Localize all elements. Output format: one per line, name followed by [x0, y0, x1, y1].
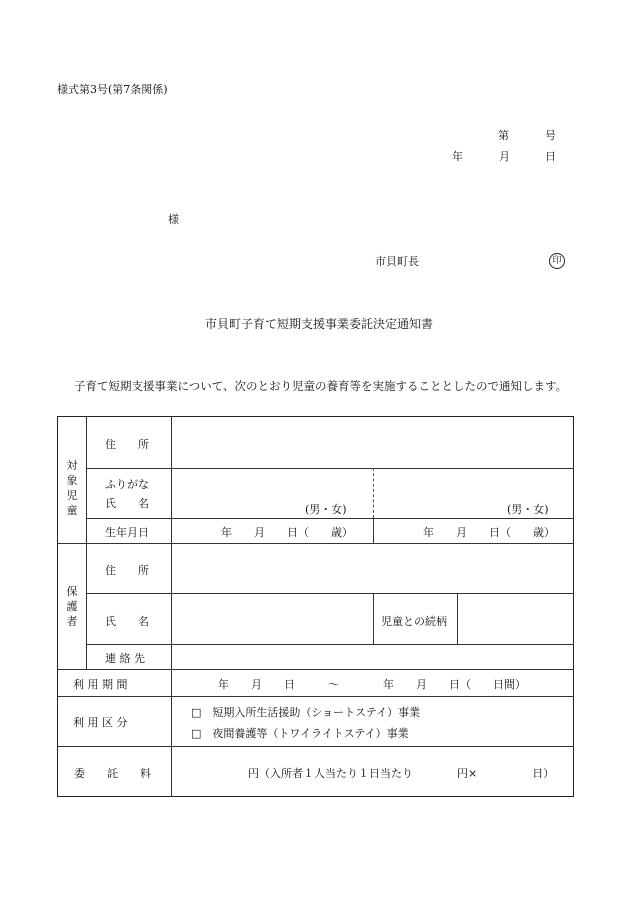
seal-mark: 印 [549, 253, 565, 269]
doc-number-suffix: 号 [545, 129, 556, 142]
addressee-suffix: 様 [168, 213, 179, 226]
child1-gender: (男・女) [305, 503, 347, 516]
section-divider [58, 746, 574, 747]
child-birthdate-label: 生年月日 [105, 526, 149, 539]
fee-template: 円（入所者１人当たり１日当たり 円× 日） [248, 767, 555, 780]
guardian-group-label: 保護者 [66, 585, 78, 628]
contact-label: 連 絡 先 [105, 652, 145, 665]
child-group-label: 対象児童 [66, 459, 78, 517]
issuer-name: 市貝町長 [375, 255, 419, 268]
child2-gender: (男・女) [507, 503, 549, 516]
date-month: 月 [499, 150, 510, 163]
section-divider [58, 669, 574, 670]
category-twilight-stay[interactable]: □ 夜間養護等（トワイライトステイ）事業 [191, 727, 409, 740]
row-divider [86, 593, 574, 594]
child2-birthdate: 年 月 日（ 歳） [423, 526, 555, 539]
label-column-divider [171, 417, 172, 797]
relation-left-divider [373, 593, 374, 644]
row-divider [86, 518, 574, 519]
birthdate-split [373, 518, 374, 543]
relation-label: 児童との続柄 [381, 615, 447, 628]
child-address-label: 住 所 [105, 438, 149, 451]
child1-birthdate: 年 月 日（ 歳） [221, 526, 353, 539]
body-text: 子育て短期支援事業について、次のとおり児童の養育等を実施することとしたので通知します。 [74, 379, 568, 393]
child-name-label: 氏 名 [105, 497, 149, 510]
date-year: 年 [452, 150, 463, 163]
category-short-stay[interactable]: □ 短期入所生活援助（ショートステイ）事業 [191, 706, 421, 719]
guardian-address-label: 住 所 [105, 564, 149, 577]
doc-number-prefix: 第 [498, 129, 509, 142]
child-furigana-label: ふりがな [105, 478, 149, 491]
section-divider [58, 696, 574, 697]
period-label: 利 用 期 間 [73, 678, 128, 691]
group-column-divider [86, 417, 87, 669]
notice-form-table [57, 416, 574, 797]
period-template: 年 月 日 〜 年 月 日（ 日間） [218, 678, 526, 691]
row-divider [86, 468, 574, 469]
relation-right-divider [457, 593, 458, 644]
date-day: 日 [545, 150, 556, 163]
guardian-name-label: 氏 名 [105, 615, 149, 628]
document-title: 市貝町子育て短期支援事業委託決定通知書 [205, 317, 434, 331]
section-divider [58, 543, 574, 544]
name-split-dashed [373, 468, 374, 518]
row-divider [86, 644, 574, 645]
category-label: 利 用 区 分 [73, 716, 128, 729]
form-number: 様式第3号(第7条関係) [57, 83, 168, 96]
fee-label: 委 託 料 [74, 767, 151, 780]
